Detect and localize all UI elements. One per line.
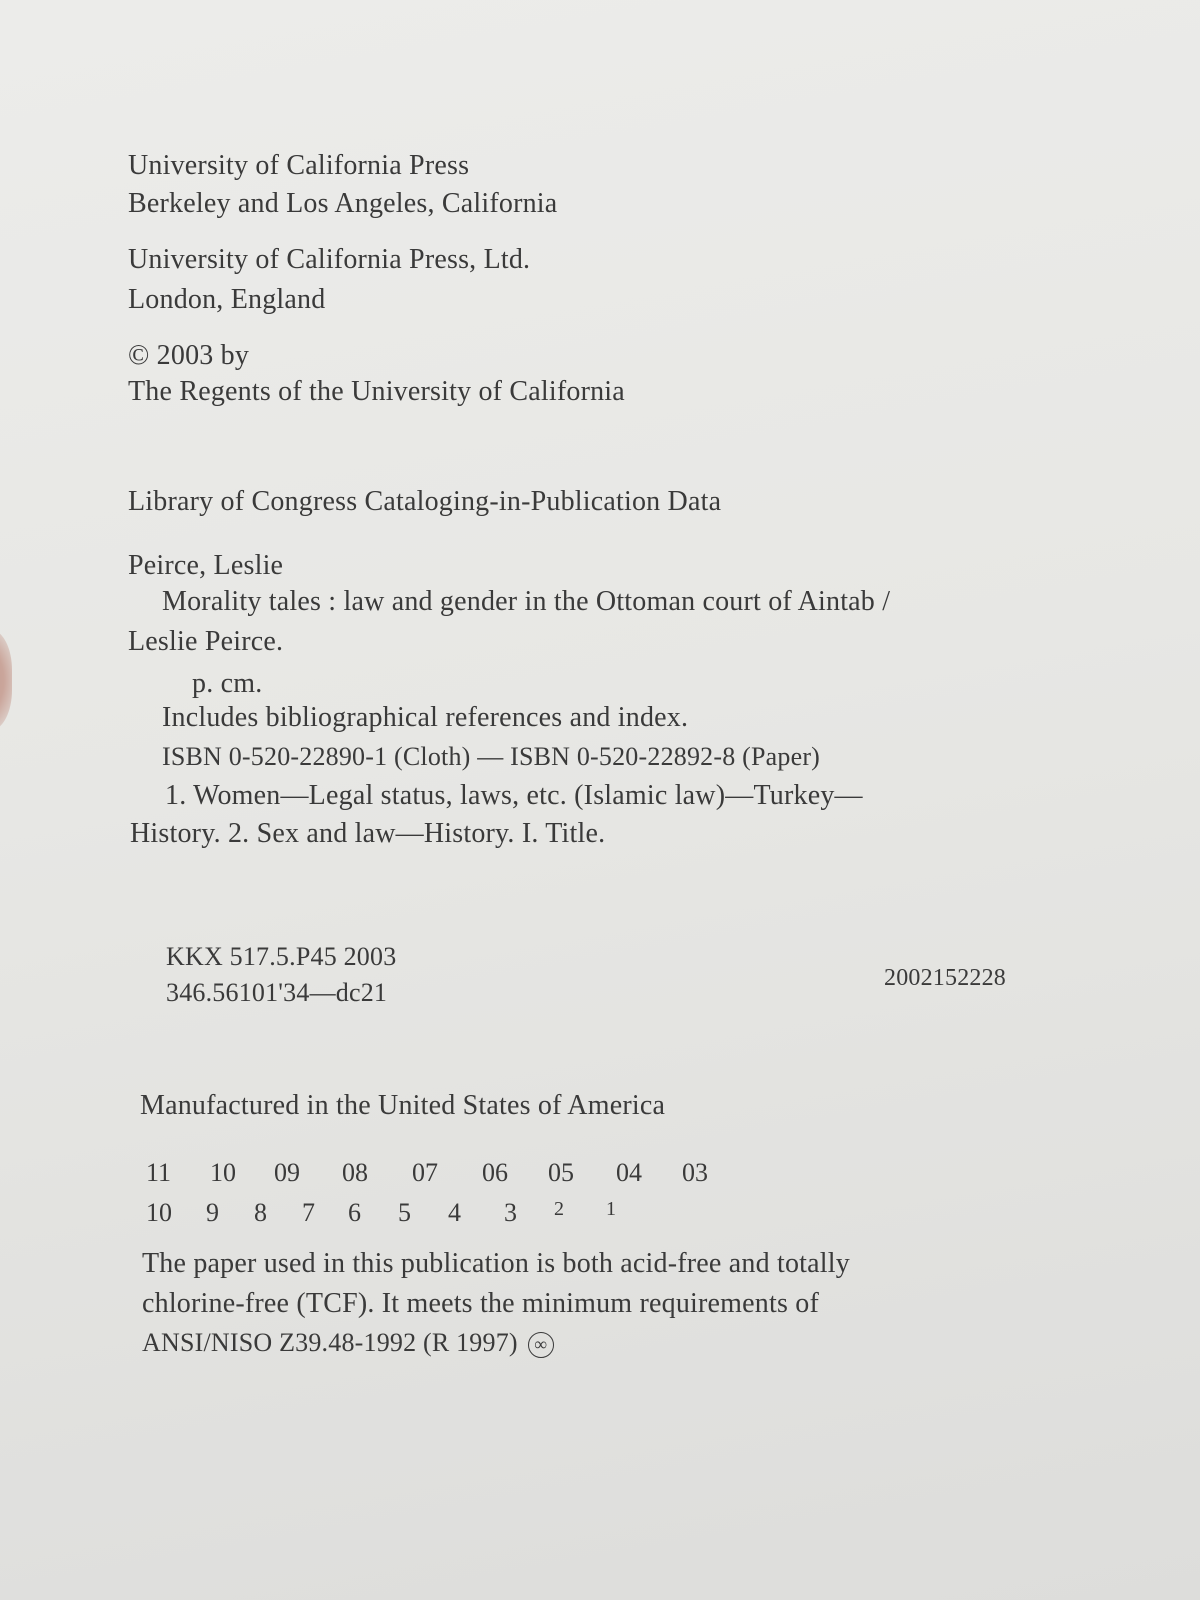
year-code: 10 (210, 1158, 236, 1187)
year-code: 11 (146, 1158, 172, 1187)
year-code: 04 (616, 1158, 642, 1187)
print-code: 6 (348, 1198, 361, 1227)
year-code: 08 (342, 1158, 368, 1187)
infinity-icon: ∞ (528, 1332, 554, 1358)
print-code: 9 (206, 1198, 219, 1227)
thumb-edge (0, 630, 12, 730)
print-code: 1 (606, 1198, 616, 1220)
cip-heading: Library of Congress Cataloging-in-Publication Data (128, 486, 722, 517)
year-code: 03 (682, 1158, 708, 1187)
publisher-us-location: Berkeley and Los Angeles, California (128, 188, 558, 219)
paper-note-standard: ANSI/NISO Z39.48-1992 (R 1997) (142, 1328, 518, 1357)
print-code: 7 (302, 1198, 315, 1227)
print-codes-row (146, 1198, 636, 1228)
manufacture-statement: Manufactured in the United States of America (140, 1090, 666, 1121)
year-code: 09 (274, 1158, 300, 1187)
year-code: 05 (548, 1158, 574, 1187)
print-code: 8 (254, 1198, 267, 1227)
cip-title-line1: Morality tales : law and gender in the Ottoman court of Aintab / (162, 586, 891, 617)
cip-subjects-line2: History. 2. Sex and law—History. I. Title. (130, 818, 606, 849)
year-code: 06 (482, 1158, 508, 1187)
copyright-holder: The Regents of the University of California (128, 376, 625, 407)
cip-subjects-line1: 1. Women—Legal status, laws, etc. (Islamic law)—Turkey— (165, 780, 863, 811)
cip-includes: Includes bibliographical references and index. (162, 702, 689, 733)
cip-pages: p. cm. (192, 668, 263, 699)
publisher-uk-location: London, England (128, 284, 326, 315)
cip-lccn: 2002152228 (884, 965, 1006, 991)
paper-note-line2: chlorine-free (TCF). It meets the minimum requirements of (142, 1288, 819, 1319)
year-codes-row (146, 1158, 732, 1188)
print-code: 3 (504, 1198, 517, 1227)
year-code: 07 (412, 1158, 438, 1187)
cip-call-number: KKX 517.5.P45 2003 (166, 942, 397, 971)
paper-note-line1: The paper used in this publication is both acid-free and totally (142, 1248, 850, 1279)
copyright-line: © 2003 by (128, 340, 250, 371)
print-code: 10 (146, 1198, 172, 1227)
cip-title-line2: Leslie Peirce. (128, 626, 284, 657)
publisher-uk-name: University of California Press, Ltd. (128, 244, 531, 275)
print-code: 5 (398, 1198, 411, 1227)
print-code: 2 (554, 1198, 564, 1220)
publisher-us-name: University of California Press (128, 150, 470, 181)
print-code: 4 (448, 1198, 461, 1227)
cip-isbn-line: ISBN 0-520-22890-1 (Cloth) — ISBN 0-520-22892-8 (Paper) (162, 742, 821, 771)
paper-note-line3 (142, 1330, 554, 1358)
cip-dewey: 346.56101'34—dc21 (166, 978, 388, 1007)
cip-author: Peirce, Leslie (128, 550, 284, 581)
